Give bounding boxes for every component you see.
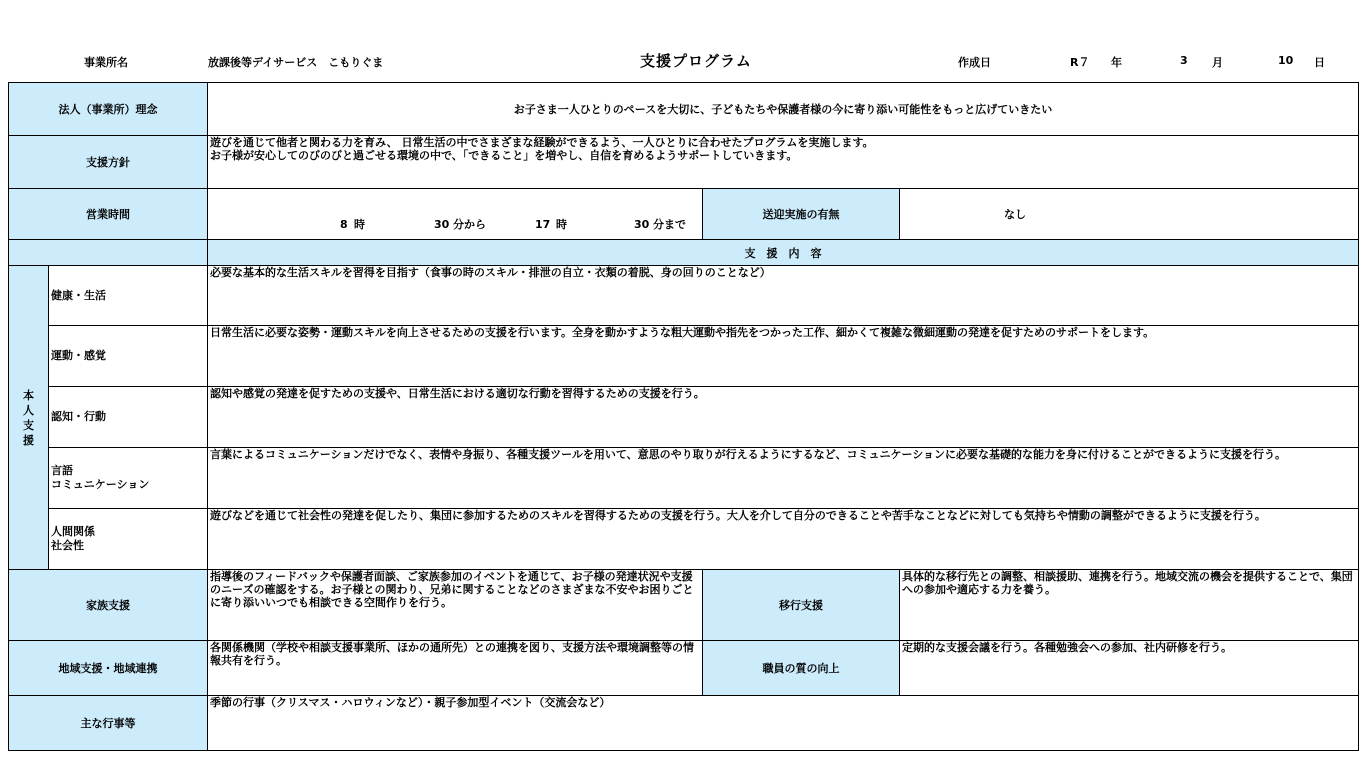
cognition-behavior-label: 認知・行動 bbox=[49, 387, 208, 448]
created-era: R７ bbox=[1070, 56, 1090, 69]
relationship-social-text: 遊びなどを通じて社会性の発達を促したり、集団に参加するためのスキルを習得するための支援を行う。大人を介して自分のできることや苦手なことなどに対しても気持ちや情動の調整ができるように支援を行う。 bbox=[208, 509, 1359, 570]
office-label: 事業所名 bbox=[84, 56, 128, 69]
start-hour-unit: 時 bbox=[354, 218, 365, 231]
month-unit: 月 bbox=[1212, 56, 1223, 69]
family-support-label: 家族支援 bbox=[9, 570, 208, 641]
support-content-blank bbox=[9, 240, 208, 266]
community-support-text: 各関係機関（学校や相談支援事業所、ほかの通所先）との連携を図り、支援方法や環境調整等の情報共有を行う。 bbox=[208, 641, 703, 696]
transport-label: 送迎実施の有無 bbox=[703, 189, 900, 240]
policy-line-1: 遊びを通じて他者と関わる力を育み、 日常生活の中でさまざまな経験ができるよう、一人ひとりに合わせたプログラムを実施します。 bbox=[210, 136, 874, 149]
start-min: 30 bbox=[434, 217, 450, 231]
motor-sense-text: 日常生活に必要な姿勢・運動スキルを向上させるための支援を行います。全身を動かすような粗大運動や指先をつかった工作、細かくて複雑な微細運動の発達を促すためのサポートをします。 bbox=[208, 326, 1359, 387]
page-title: 支援プログラム bbox=[640, 52, 752, 70]
from-unit: 分から bbox=[453, 218, 486, 231]
transport-value: なし bbox=[900, 189, 1359, 240]
hours-cell bbox=[208, 189, 703, 240]
created-month: 3 bbox=[1180, 54, 1188, 67]
end-min: 30 bbox=[634, 217, 650, 231]
support-program-table bbox=[8, 82, 1359, 751]
created-day: 10 bbox=[1278, 54, 1294, 67]
end-hour: 17 bbox=[535, 217, 551, 231]
language-communication-text: 言葉によるコミュニケーションだけでなく、表情や身振り、各種支援ツールを用いて、意思のやり取りが行えるようにするなど、コミュニケーションに必要な基礎的な能力を身に付けることができるように支援を行う。 bbox=[208, 448, 1359, 509]
policy-line-2: お子様が安心してのびのびと過ごせる環境の中で、「できること」を増やし、自信を育めるようサポートしていきます。 bbox=[210, 149, 798, 162]
events-label: 主な行事等 bbox=[9, 696, 208, 751]
community-support-label: 地域支援・地域連携 bbox=[9, 641, 208, 696]
staff-quality-label: 職員の質の向上 bbox=[703, 641, 900, 696]
policy-label: 支援方針 bbox=[9, 136, 208, 189]
events-text: 季節の行事（クリスマス・ハロウィンなど）・親子参加型イベント（交流会など） bbox=[208, 696, 1359, 751]
end-hour-unit: 時 bbox=[556, 218, 567, 231]
motor-sense-label: 運動・感覚 bbox=[49, 326, 208, 387]
staff-quality-text: 定期的な支援会議を行う。各種勉強会への参加、社内研修を行う。 bbox=[900, 641, 1359, 696]
transition-support-text: 具体的な移行先との調整、相談援助、連携を行う。地域交流の機会を提供することで、集団への参加や適応する力を養う。 bbox=[900, 570, 1359, 641]
until-unit: 分まで bbox=[653, 218, 686, 231]
hours-label: 営業時間 bbox=[9, 189, 208, 240]
philosophy-label: 法人（事業所）理念 bbox=[9, 83, 208, 136]
office-name: 放課後等デイサービス こもりぐま bbox=[208, 56, 384, 69]
health-life-label: 健康・生活 bbox=[49, 266, 208, 326]
family-support-text: 指導後のフィードバックや保護者面談、ご家族参加のイベントを通じて、お子様の発達状況や支援のニーズの確認をする。お子様との関わり、兄弟に関することなどのさまざまな不安やお困りごとに寄り添いいつでも相談できる空間作りを行う。 bbox=[208, 570, 703, 641]
year-unit: 年 bbox=[1111, 56, 1122, 69]
personal-support-label: 本人支援 bbox=[9, 266, 49, 570]
created-label: 作成日 bbox=[958, 56, 991, 69]
support-content-header: 支 援 内 容 bbox=[208, 240, 1359, 266]
day-unit: 日 bbox=[1314, 56, 1325, 69]
philosophy-text: お子さま一人ひとりのペースを大切に、子どもたちや保護者様の今に寄り添い可能性をもっと広げていきたい bbox=[208, 83, 1359, 136]
cognition-behavior-text: 認知や感覚の発達を促すための支援や、日常生活における適切な行動を習得するための支援を行う。 bbox=[208, 387, 1359, 448]
transition-support-label: 移行支援 bbox=[703, 570, 900, 641]
language-communication-label: 言語 コミュニケーション bbox=[49, 448, 208, 509]
health-life-text: 必要な基本的な生活スキルを習得を目指す（食事の時のスキル・排泄の自立・衣類の着脱、身の回りのことなど） bbox=[208, 266, 1359, 326]
relationship-social-label: 人間関係 社会性 bbox=[49, 509, 208, 570]
start-hour: 8 bbox=[340, 217, 348, 231]
policy-text bbox=[208, 136, 1359, 189]
